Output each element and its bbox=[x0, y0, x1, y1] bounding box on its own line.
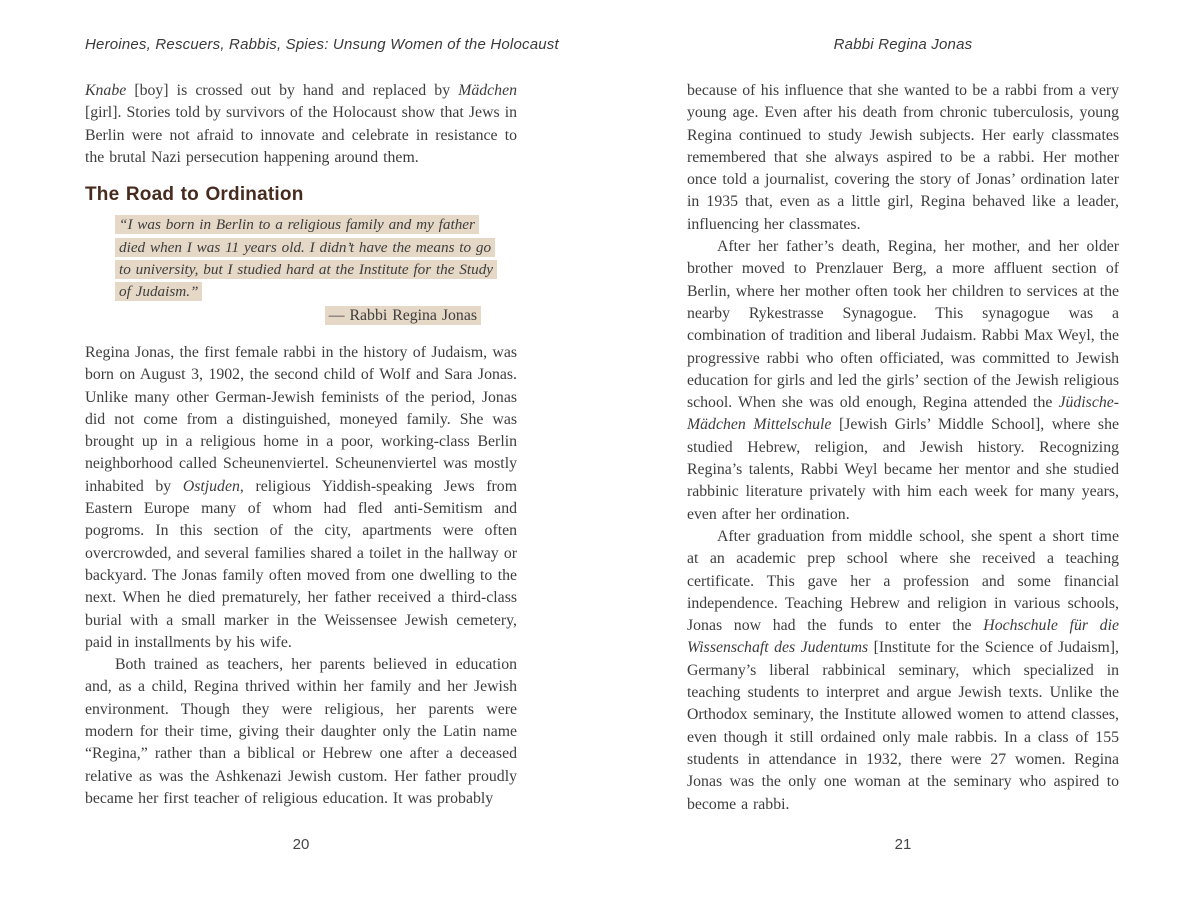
pull-quote-text: “I was born in Berlin to a religious family and my father died when I was 11 years old. I didn’t have the means to go to university, but I studied hard at the Institute for the Study of Judaism.” bbox=[115, 215, 497, 301]
right-page-number: 21 bbox=[894, 836, 912, 853]
section-heading-road-to-ordination: The Road to Ordination bbox=[85, 184, 304, 206]
paragraph-regina-bio: Regina Jonas, the first female rabbi in the history of Judaism, was born on August 3, 1902, the second child of Wolf and Sara Jonas. Unlike many other German-Jewish feminists of the period, Jonas did not come from a distinguished, moneyed family. She was brought up in a religious home in a poor, working-class Berlin neighborhood called Scheunenviertel. Scheunenviertel was mostly inhabited by Ostjuden, religious Yiddish-speaking Jews from Eastern Europe many of whom had fled anti-Semitism and pogroms. In this section of the city, apartments were often overcrowded, and several families shared a toilet in the hallway or backyard. The Jonas family often moved from one dwelling to the next. When he died prematurely, her father received a third-class burial with a small marker in the Weissensee Jewish cemetery, paid in installments by his wife. bbox=[85, 343, 517, 651]
paragraph-fathers-influence: because of his influence that she wanted to be a rabbi from a very young age. Even after his death from chronic tuberculosis, young Regina continued to study Jewish subjects. Her early classmates remembered that she always aspired to be a rabbi. Her mother once told a journalist, covering the story of Jonas’ ordination later in 1935 that, even as a little girl, Regina behaved like a leader, influencing her classmates. bbox=[687, 82, 1119, 233]
pull-quote-attribution bbox=[115, 305, 481, 327]
left-page-body bbox=[85, 80, 517, 810]
paragraph-seminary: After graduation from middle school, she spent a short time at an academic prep school where she received a teaching certificate. This gave her a profession and some financial independence. Teaching Hebrew and religion in various schools, Jonas now had the funds to enter the Hochschule für die Wissenschaft des Judentums [Institute for the Science of Judaism], Germany’s liberal rabbinical seminary, which specialized in teaching students to interpret and argue Jewish texts. Unlike the Orthodox seminary, the Institute allowed women to attend classes, even though it still ordained only male rabbis. In a class of 155 students in attendance in 1932, there were 27 women. Regina Jonas was the only one woman at the seminary who aspired to become a rabbi. bbox=[687, 527, 1119, 813]
paragraph-parents-teachers: Both trained as teachers, her parents believed in education and, as a child, Regina thrived within her family and her Jewish environment. Though they were religious, her parents were modern for their time, giving their daughter only the Latin name “Regina,” rather than a biblical or Hebrew one after a deceased relative as was the Ashkenazi Jewish custom. Her father proudly became her first teacher of religious education. It was probably bbox=[85, 656, 517, 807]
left-running-header: Heroines, Rescuers, Rabbis, Spies: Unsung Women of the Holocaust bbox=[85, 36, 559, 53]
left-page bbox=[85, 36, 559, 866]
paragraph-prenzlauer-berg: After her father’s death, Regina, her mother, and her older brother moved to Prenzlauer Berg, a more affluent section of Berlin, where her mother often took her children to services at the nearby Rykestrasse Synagogue. This synagogue was a combination of tradition and liberal Judaism. Rabbi Max Weyl, the progressive rabbi who often officiated, was committed to Jewish education for girls and led the girls’ section of the Jewish religious school. When she was old enough, Regina attended the Jüdische-Mädchen Mittelschule [Jewish Girls’ Middle School], where she studied Hebrew, religion, and Jewish history. Recognizing Regina’s talents, Rabbi Weyl became her mentor and she studied rabbinic literature privately with him each week for many years, even after her ordination. bbox=[687, 238, 1119, 523]
right-page bbox=[687, 36, 1119, 866]
left-page-number: 20 bbox=[292, 836, 310, 853]
right-page-body bbox=[687, 80, 1119, 816]
paragraph-knabe-intro: Knabe [boy] is crossed out by hand and replaced by Mädchen [girl]. Stories told by survivors of the Holocaust show that Jews in Berlin were not afraid to innovate and celebrate in resistance to the brutal Nazi persecution happening around them. bbox=[85, 82, 517, 166]
pull-quote bbox=[115, 214, 499, 303]
right-running-header: Rabbi Regina Jonas bbox=[833, 36, 973, 53]
pull-quote-attribution-text: — Rabbi Regina Jonas bbox=[325, 306, 481, 325]
